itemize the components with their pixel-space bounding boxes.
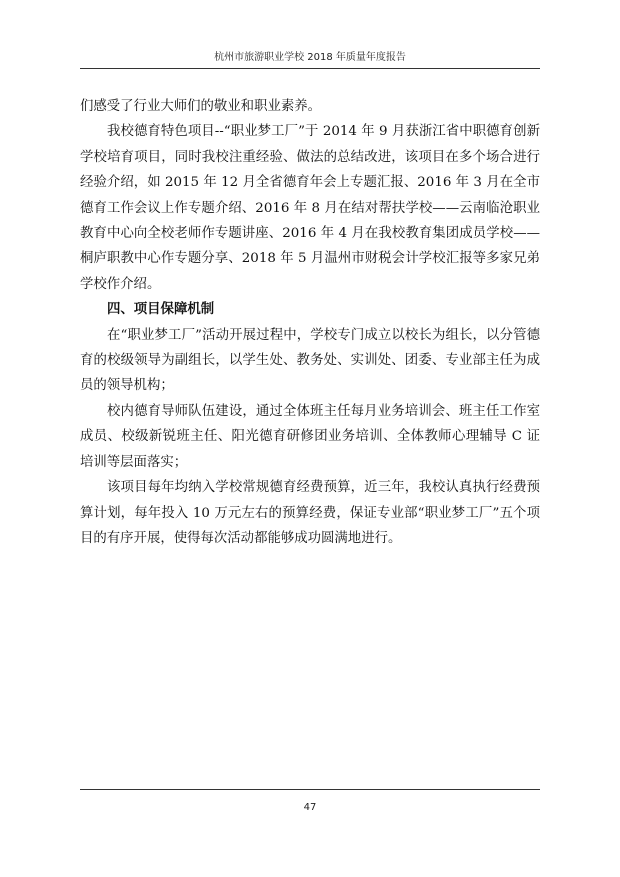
paragraph-leadership: 在“职业梦工厂”活动开展过程中，学校专门成立以校长为组长，以分管德育的校级领导为副组长，以学生处、教务处、实训处、团委、专业部主任为成员的领导机构； bbox=[80, 327, 540, 394]
paragraph-project-intro: 我校德育特色项目--“职业梦工厂”于 2014 年 9 月获浙江省中职德育创新学校培育项目，同时我校注重经验、做法的总结改进，该项目在多个场合进行经验介绍，如 2015 年 12 月全省德育年会上专题汇报、2016 年 3 月在全市德育工作会议上作专题介绍、2016 年 8 月在结对帮扶学校——云南临沧职业教育中心向全校老师作专题讲座、2016 年 4 月在我校教育集团成员学校——桐庐职教中心作专题分享、2018 年 5 月温州市财税会计学校汇报等多家兄弟学校作介绍。 bbox=[80, 124, 540, 292]
page-header: 杭州市旅游职业学校 2018 年质量年度报告 bbox=[214, 52, 406, 63]
document-body bbox=[80, 94, 540, 551]
header-divider bbox=[80, 68, 540, 69]
page-number: 47 bbox=[303, 802, 317, 813]
paragraph-continuation: 们感受了行业大师们的敬业和职业素养。 bbox=[80, 99, 322, 114]
paragraph-budget: 该项目每年均纳入学校常规德育经费预算，近三年，我校认真执行经费预算计划，每年投入 10 万元左右的预算经费，保证专业部“职业梦工厂”五个项目的有序开展，使得每次活动都能够成功圆满地进行。 bbox=[80, 480, 540, 546]
footer-divider bbox=[80, 789, 540, 790]
paragraph-mentor-team: 校内德育导师队伍建设，通过全体班主任每月业务培训会、班主任工作室成员、校级新锐班主任、阳光德育研修团业务培训、全体教师心理辅导 C 证培训等层面落实； bbox=[80, 403, 540, 470]
section-heading: 四、项目保障机制 bbox=[107, 301, 215, 318]
